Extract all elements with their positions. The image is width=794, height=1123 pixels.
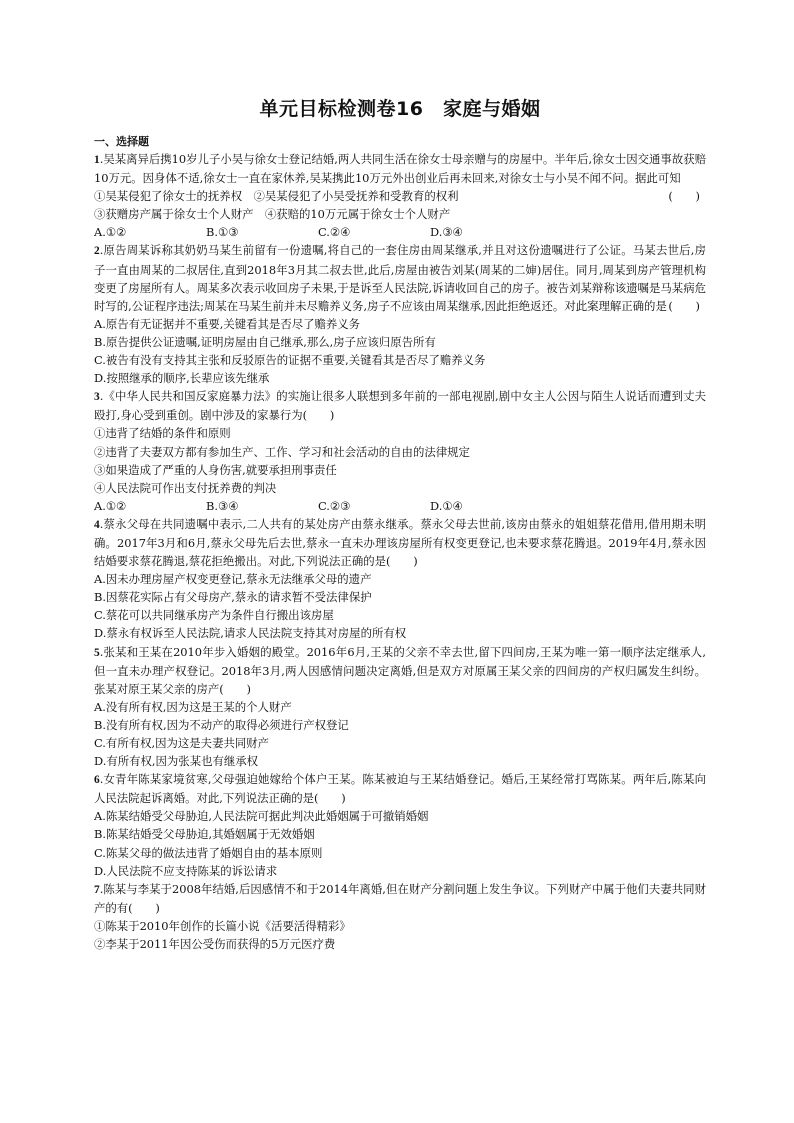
- choice-b: B.③④: [206, 498, 239, 513]
- choice-d: D.①④: [430, 498, 463, 513]
- question-7: [94, 880, 706, 953]
- option-d: D.按照继承的顺序,长辈应该先继承: [94, 371, 270, 386]
- option-b: B.原告提供公证遗嘱,证明房屋由自己继承,那么,房子应该归原告所有: [94, 334, 436, 349]
- option-a: A.陈某结婚受父母胁迫,人民法院可据此判决此婚姻属于可撤销婚姻: [94, 809, 429, 824]
- option-d: D.有所有权,因为张某也有继承权: [94, 754, 259, 769]
- section-heading: 一、选择题: [94, 135, 149, 148]
- option-c: C.陈某父母的做法违背了婚姻自由的基本原则: [94, 845, 323, 860]
- question-stem: 2.原告周某诉称其奶奶马某生前留有一份遗嘱,将自己的一套住房由周某继承,并且对这份遗嘱进行了公证。马某去世后,房子一直由周某的二叔居住,直到2018年3月其二叔去世,此后,房屋由被告刘某(周某的二婶)居住。同月,周某到房产管理机构变更了房屋所有人。周某多次表示收回房子未果,于是诉至人民法院,诉请收回自己的房子。被告刘某辩称该遗嘱是马某病危时写的,公证程序违法;周某在马某生前并未尽赡养义务,房子不应该由周某继承,因此拒绝返还。对此案理解正确的是 ( ): [94, 241, 706, 314]
- option-a: A.因未办理房屋产权变更登记,蔡永无法继承父母的遗产: [94, 572, 372, 587]
- statement: ②李某于2011年因公受伤而获得的5万元医疗费: [94, 937, 336, 952]
- option-c: C.有所有权,因为这是夫妻共同财产: [94, 736, 270, 750]
- question-3: [94, 387, 706, 515]
- question-stem: 3.《中华人民共和国反家庭暴力法》的实施让很多人联想到多年前的一部电视剧,剧中女主人公因与陌生人说话而遭到丈夫殴打,身心受到重创。剧中涉及的家暴行为( ): [94, 389, 706, 423]
- answer-bracket: ( ): [668, 298, 700, 313]
- option-b: B.陈某结婚受父母胁迫,其婚姻属于无效婚姻: [94, 827, 315, 842]
- statement: ④人民法院可作出支付抚养费的判决: [94, 480, 277, 495]
- option-a: A.原告有无证据并不重要,关键看其是否尽了赡养义务: [94, 316, 361, 331]
- choice-c: C.②③: [318, 498, 351, 513]
- statement: ②违背了夫妻双方都有参加生产、工作、学习和社会活动的自由的法律规定: [94, 444, 470, 459]
- question-stem: 7.陈某与李某于2008年结婚,后因感情不和于2014年离婚,但在财产分割问题上发生争议。下列财产中属于他们夫妻共同财产的有( ): [94, 881, 706, 915]
- option-b: B.因蔡花实际占有父母房产,蔡永的请求暂不受法律保护: [94, 590, 372, 605]
- choice-row: [94, 497, 706, 515]
- option-c: C.蔡花可以共同继承房产为条件自行搬出该房屋: [94, 608, 334, 623]
- question-stem: 4.蔡永父母在共同遗嘱中表示,二人共有的某处房产由蔡永继承。蔡永父母去世前,该房由蔡永的姐姐蔡花借用,借用期未明确。2017年3月和6月,蔡永父母先后去世,蔡永一直未办理该房屋所有权变更登记,也未要求蔡花腾退。2019年4月,蔡永因结婚要求蔡花腾退,蔡花拒绝搬出。对此,下列说法正确的是( ): [94, 516, 706, 569]
- statement: ③如果造成了严重的人身伤害,就要承担刑事责任: [94, 462, 337, 477]
- question-stem: 1.吴某离异后携10岁儿子小吴与徐女士登记结婚,两人共同生活在徐女士母亲赠与的房屋中。半年后,徐女士因交通事故获赔10万元。因身体不适,徐女士一直在家休养,吴某携此10万元外出创业后再未回来,对徐女士与小吴不闻不问。据此可知 ( ): [94, 150, 706, 187]
- option-d: D.人民法院不应支持陈某的诉讼请求: [94, 863, 278, 878]
- question-2: [94, 241, 706, 387]
- question-5: [94, 643, 706, 771]
- choice-c: C.②④: [318, 225, 351, 240]
- option-c: C.被告有没有支持其主张和反驳原告的证据不重要,关键看其是否尽了赡养义务: [94, 353, 486, 368]
- statement: ①陈某于2010年创作的长篇小说《活要活得精彩》: [94, 918, 351, 933]
- choice-row: [94, 223, 706, 241]
- question-6: [94, 770, 706, 880]
- question-stem: 5.张某和王某在2010年步入婚姻的殿堂。2016年6月,王某的父亲不幸去世,留下四间房,王某为唯一第一顺序法定继承人,但一直未办理产权登记。2018年3月,两人因感情问题决定离婚,但是双方对原属王某父亲的四间房的产权归属发生纠纷。张某对原王某父亲的房产( ): [94, 644, 706, 696]
- choice-a: A.①②: [94, 225, 127, 240]
- choice-b: B.①③: [206, 225, 239, 240]
- exam-page: [94, 96, 706, 953]
- statement: ③获赠房产属于徐女士个人财产 ④获赔的10万元属于徐女士个人财产: [94, 207, 451, 222]
- choice-a: A.①②: [94, 498, 127, 513]
- question-stem: 6.女青年陈某家境贫寒,父母强迫她嫁给个体户王某。陈某被迫与王某结婚登记。婚后,王某经常打骂陈某。两年后,陈某向人民法院起诉离婚。对此,下列说法正确的是( ): [94, 772, 706, 806]
- question-4: [94, 515, 706, 643]
- page-title: 单元目标检测卷16 家庭与婚姻: [259, 98, 541, 120]
- option-b: B.没有所有权,因为不动产的取得必须进行产权登记: [94, 717, 349, 732]
- statement: ①违背了结婚的条件和原则: [94, 426, 231, 441]
- choice-d: D.③④: [430, 225, 463, 240]
- question-1: [94, 150, 706, 241]
- answer-bracket: ( ): [668, 189, 700, 204]
- option-d: D.蔡永有权诉至人民法院,请求人民法院支持其对房屋的所有权: [94, 626, 407, 641]
- statement: ①吴某侵犯了徐女士的抚养权 ②吴某侵犯了小吴受抚养和受教育的权利: [94, 189, 459, 204]
- option-a: A.没有所有权,因为这是王某的个人财产: [94, 699, 292, 714]
